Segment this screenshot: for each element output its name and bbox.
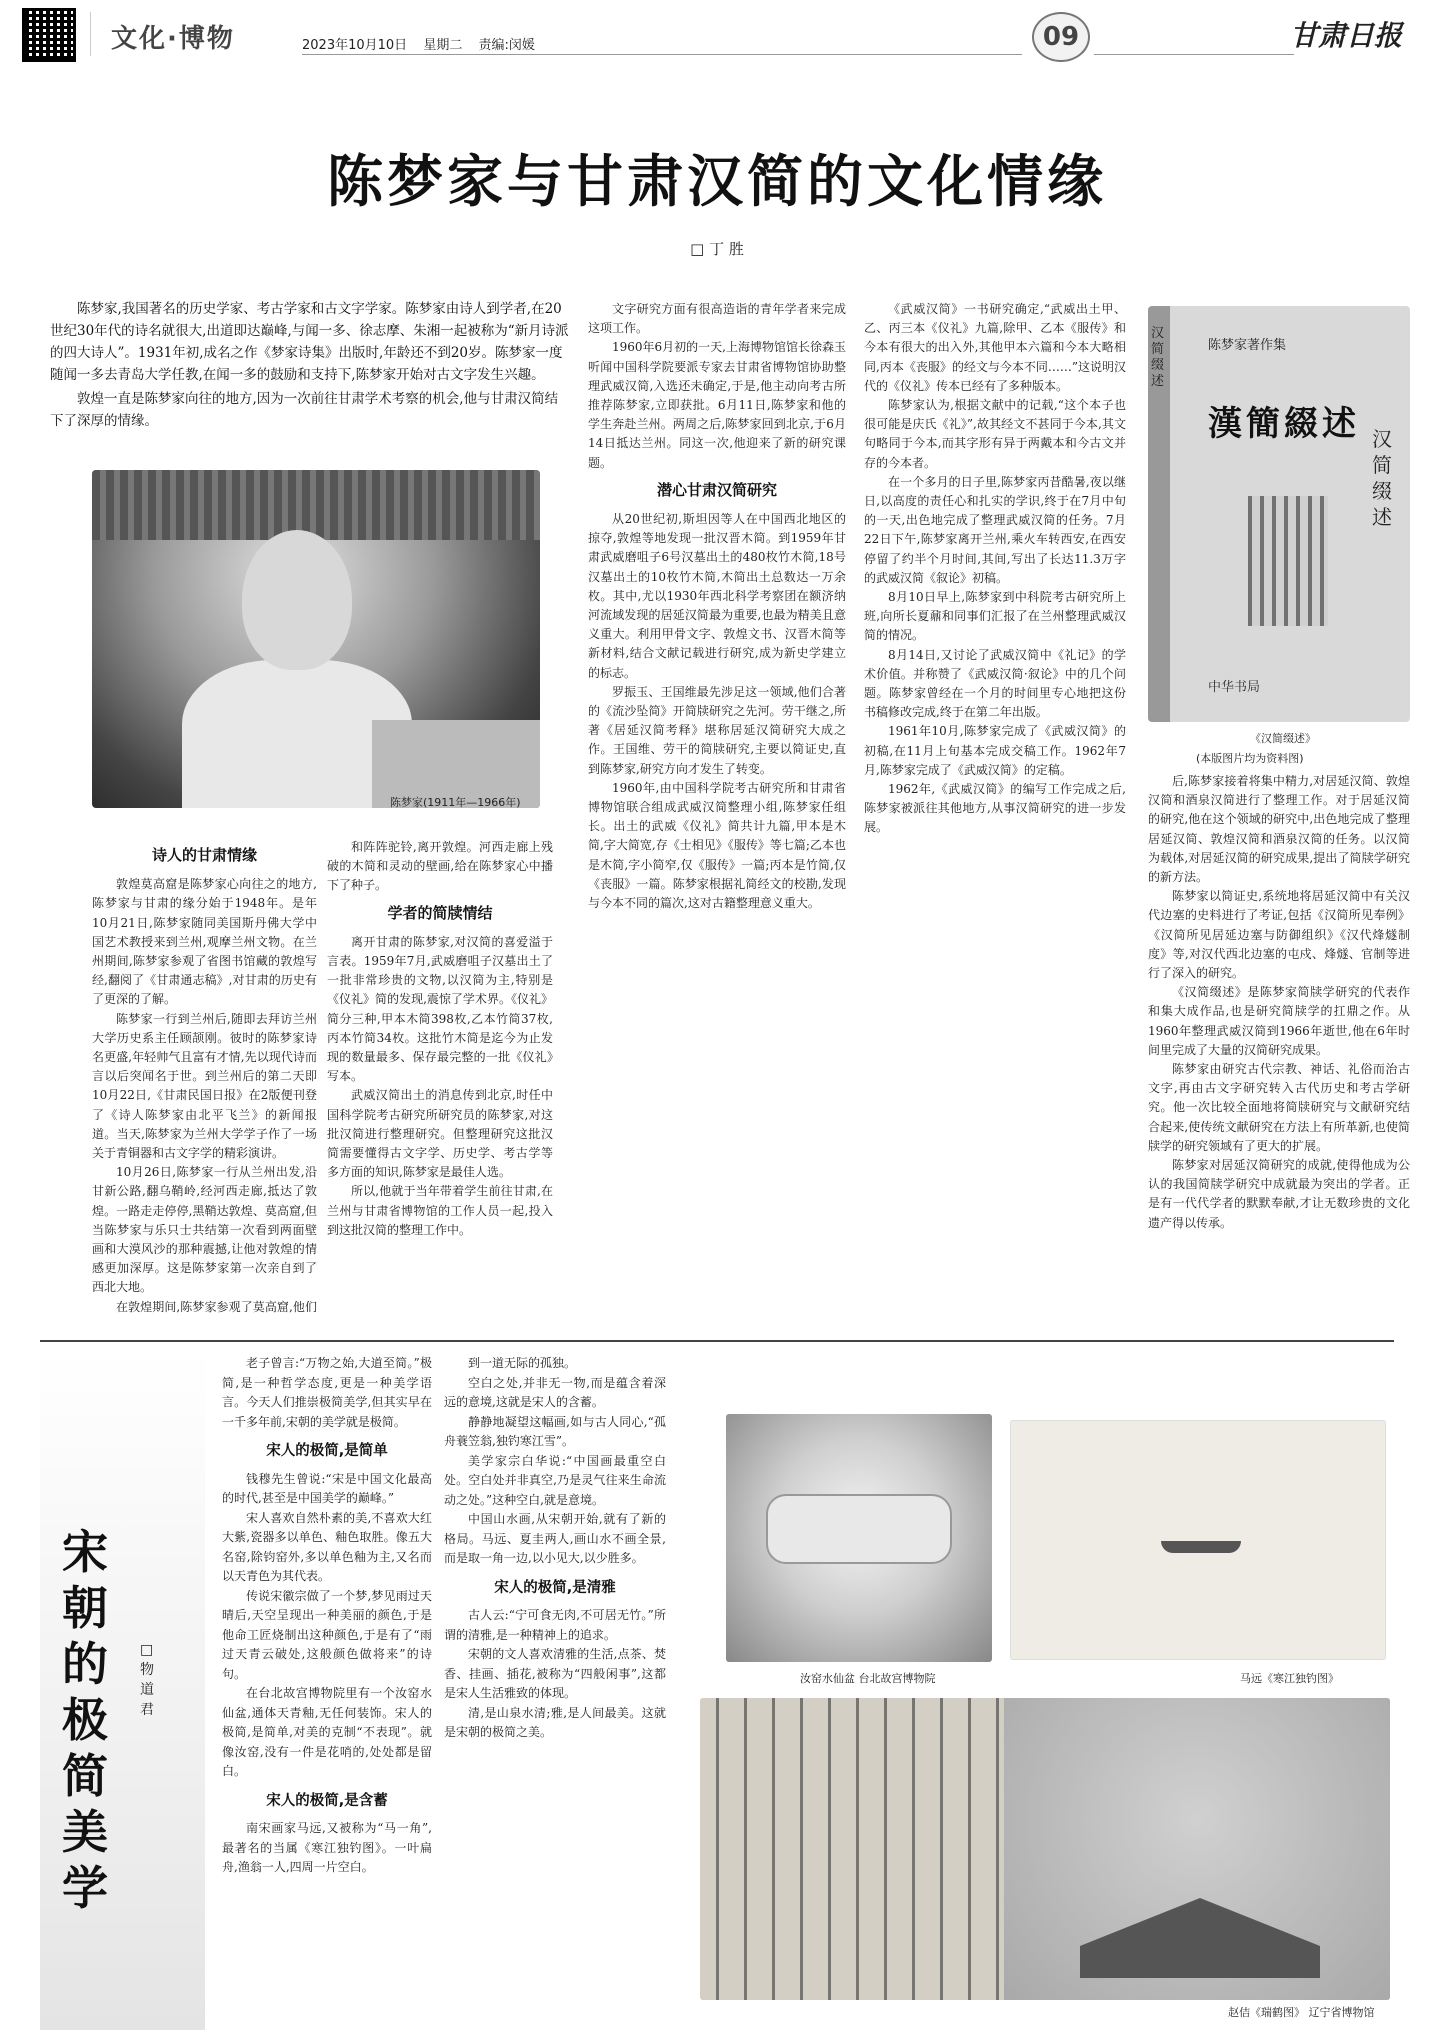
image-source-note: (本版图片均为资料图) [1196, 752, 1304, 765]
paragraph: 美学家宗白华说:“中国画最重空白处。空白处并非真空,乃是灵气往来生命流动之处。”这种空白,就是意境。 [444, 1453, 666, 1507]
basin-caption: 汝窑水仙盆 台北故宫博物院 [800, 1672, 936, 1685]
article-intro [50, 298, 570, 434]
book-title: 漢簡綴述 [1208, 404, 1360, 444]
paragraph: 武威汉简出土的消息传到北京,时任中国科学院考古研究所研究员的陈梦家,对这批汉简进行整理研究。但整理研究这批汉简需要懂得古文字学、历史学、考古学等多方面的知识,陈梦家是最佳人选。 [327, 1088, 553, 1180]
paragraph: 所以,他就于当年带着学生前往甘肃,在兰州与甘肃省博物馆的工作人员一起,投入到这批汉简的整理工作中。 [327, 1184, 553, 1237]
section-heading: 潜心甘肃汉简研究 [656, 480, 777, 499]
paragraph: 南宋画家马远,又被称为“马一角”,最著名的当属《寒江独钓图》。一叶扁舟,渔翁一人,四周一片空白。 [222, 1821, 432, 1874]
paragraph: 老子曾言:“万物之始,大道至简。”极简,是一种哲学态度,更是一种美学语言。今天人们推崇极简美学,但其实早在一千多年前,宋朝的美学就是极简。 [222, 1356, 432, 1429]
paragraph: 在一个多月的日子里,陈梦家丙昔酷暑,夜以继日,以高度的责任心和扎实的学识,终于在7月中旬的一天,出色地完成了整理武威汉简的任务。7月22日下午,陈梦家离开兰州,乘火车转西安,在西安停留了约半个月时间,其间,写出了长达11.3万字的武威汉简《叙论》初稿。 [864, 474, 1126, 585]
paragraph: 陈梦家一行到兰州后,随即去拜访兰州大学历史系主任顾颉刚。彼时的陈梦家诗名更盛,年轻帅气且富有才情,先以现代诗而言以后突闻名于世。到兰州后的第二天即10月22日,《甘肃民国日报》在2版便刊登了《诗人陈梦家由北平飞兰》的新闻报道。当天,陈梦家为兰州大学学子作了一场关于青铜器和古文字学的精彩演讲。 [92, 1011, 317, 1161]
paper-logo: 甘肃日报 [1289, 19, 1402, 52]
masthead [12, 8, 1422, 60]
section-heading: 宋人的极简,是清雅 [494, 1579, 616, 1596]
paragraph: 陈梦家对居延汉简研究的成就,使得他成为公认的我国简牍学研究中成就最为突出的学者。正是有一代代学者的默默奉献,才让无数珍贵的文化遗产得以传承。 [1148, 1158, 1410, 1230]
photo-caption: 陈梦家(1911年—1966年) [390, 796, 521, 809]
section-divider [40, 1340, 1394, 1342]
paragraph: 8月14日,又讨论了武威汉简中《礼记》的学术价值。并称赞了《武威汉简·叙论》中的几个问题。陈梦家曾经在一个月的时间里专心地把这份书稿修改完成,终于在第二年出版。 [864, 647, 1126, 720]
auspicious-cranes-image [700, 1698, 1390, 2000]
issue-meta [302, 34, 547, 53]
book-series: 陈梦家著作集 [1208, 338, 1287, 353]
paragraph: 到一道无际的孤独。 [468, 1356, 577, 1370]
article-column-3 [588, 300, 846, 1320]
basin-shape [766, 1494, 952, 1564]
paragraph: 宋人喜欢自然朴素的美,不喜欢大红大紫,瓷器多以单色、釉色取胜。像五大名窑,除钧窑外,多以单色釉为主,又名而以天青色为其代表。 [222, 1510, 432, 1583]
article2-author: □物道君 [140, 1642, 154, 1718]
paragraph: 8月10日早上,陈梦家到中科院考古研究所上班,向所长夏鼐和同事们汇报了在兰州整理武威汉简的情况。 [864, 590, 1126, 643]
cold-river-fishing-image [1010, 1420, 1386, 1660]
paragraph: 离开甘肃的陈梦家,对汉简的喜爱溢于言表。1959年7月,武威磨咀子汉墓出土了一批非常珍贵的文物,以汉简为主,特别是《仪礼》简的发现,震惊了学术界。《仪礼》简分三种,甲本木简398枚,乙本竹简37枚,丙本竹简34枚。这批竹木简是迄今为止发现的数量最多、保存最完整的一批《仪礼》写本。 [327, 934, 553, 1084]
book-publisher: 中华书局 [1208, 680, 1261, 695]
ru-ware-basin-image [726, 1414, 992, 1662]
paragraph: 中国山水画,从宋朝开始,就有了新的格局。马远、夏圭两人,画山水不画全景,而是取一角一边,以小见大,以少胜多。 [444, 1512, 666, 1565]
paragraph: 和阵阵驼铃,离开敦煌。河西走廊上残破的木简和灵动的壁画,给在陈梦家心中播下了种子。 [327, 840, 553, 893]
book-cover-image [1148, 306, 1410, 722]
portrait-photo [92, 470, 540, 808]
book-caption: 《汉简缀述》 [1250, 732, 1316, 745]
paragraph: 在敦煌期间,陈梦家参观了莫高窟,他们 [116, 1299, 317, 1314]
paragraph: 空白之处,并非无一物,而是蕴含着深远的意境,这就是宋人的含蓄。 [444, 1375, 666, 1409]
article-title: 陈梦家与甘肃汉简的文化情缘 [327, 149, 1107, 215]
issue-editor: 责编:闵媛 [478, 38, 535, 53]
article2-column-1 [222, 1354, 432, 2024]
bamboo-slips-icon [1248, 496, 1328, 626]
paragraph: 在台北故宫博物院里有一个汝窑水仙盆,通体天青釉,无任何装饰。宋人的极简,是简单,对美的克制“不表现”。就像汝窑,没有一件是花哨的,处处都是留白。 [222, 1686, 432, 1778]
section-heading: 诗人的甘肃情缘 [151, 846, 257, 864]
paragraph: 古人云:“宁可食无肉,不可居无竹。”所谓的清雅,是一种精神上的追求。 [444, 1608, 666, 1642]
cranes-caption: 赵佶《瑞鹤图》 辽宁省博物馆 [1228, 2006, 1375, 2019]
photo-figure-face [242, 530, 352, 670]
intro-paragraph: 陈梦家,我国著名的历史学家、考古学家和古文字学家。陈梦家由诗人到学者,在20世纪30年代的诗名就很大,出道即达巅峰,与闻一多、徐志摩、朱湘一起被称为“新月诗派的四大诗人”。1931年初,成名之作《梦家诗集》出版时,年龄还不到20岁。陈梦家一度随闻一多去青岛大学任教,在闻一多的鼓励和支持下,陈梦家开始对古文字发生兴趣。 [50, 301, 569, 383]
article-byline: □ 丁 胜 [690, 240, 744, 258]
masthead-rule-right [1094, 54, 1294, 55]
boat-caption: 马远《寒江独钓图》 [1240, 1672, 1339, 1685]
book-vertical-title: 汉简缀述 [1372, 427, 1392, 529]
section-tab [90, 12, 290, 56]
paragraph: 1960年6月初的一天,上海博物馆馆长徐森玉听闻中国科学院要派专家去甘肃省博物馆协助整理武威汉简,入选还未确定,于是,他主动向考古所推荐陈梦家,立即获批。6月11日,陈梦家和他的学生奔赴兰州。两周之后,陈梦家回到北京,于6月14日抵达兰州。同这一次,他迎来了新的研究课题。 [588, 340, 846, 470]
paragraph: 从20世纪初,斯坦因等人在中国西北地区的掠夺,敦煌等地发现一批汉晋木简。到1959年甘肃武威磨咀子6号汉墓出土的480枚竹木简,18号汉墓出土的10枚竹木简,木简出土总数达一万余枚。其中,尤以1930年西北科学考察团在额济纳河流域发现的居延汉简最为重要,也最为精美且意义重大。利用甲骨文字、敦煌文书、汉晋木简等新材料,结合文献记载进行研究,成为新史学建立的标志。 [588, 512, 846, 680]
article2-title: 宋朝的极简美学 [62, 1525, 108, 1915]
qr-code-icon [22, 8, 76, 62]
paragraph: 敦煌莫高窟是陈梦家心向往之的地方,陈梦家与甘肃的缘分始于1948年。是年10月21日,陈梦家随同美国斯丹佛大学中国艺术教授来到兰州,观摩兰州文物。在兰州期间,陈梦家参观了省图书馆藏的敦煌写经,翻阅了《甘肃通志稿》,对甘肃的历史有了更深的了解。 [92, 877, 317, 1007]
section-heading: 学者的简牍情结 [387, 903, 493, 922]
paragraph: 钱穆先生曾说:“宋是中国文化最高的时代,甚至是中国美学的巅峰。” [222, 1471, 432, 1505]
paragraph: 陈梦家由研究古代宗教、神话、礼俗而治古文字,再由古文字研究转入古代历史和考古学研究。他一次比较全面地将简牍研究与文献研究结合起来,使传统文献研究在方法上有所革新,也使简牍学的研究领域有了更大的扩展。 [1148, 1062, 1410, 1153]
article-column-5 [1148, 772, 1410, 1320]
paragraph: 静静地凝望这幅画,如与古人同心,“孤舟蓑笠翁,独钓寒江雪”。 [444, 1414, 666, 1448]
section-heading: 宋人的极简,是含蓄 [266, 1792, 388, 1809]
paragraph: 传说宋徽宗做了一个梦,梦见雨过天晴后,天空呈现出一种美丽的颜色,于是他命工匠烧制出这种颜色,于是有了“雨过天青云破处,这般颜色做将来”的诗句。 [222, 1588, 432, 1681]
paragraph: 《武威汉简》一书研究确定,“武威出土甲、乙、丙三本《仪礼》九篇,除甲、乙本《服传》和今本有很大的出入外,其他甲本六篇和今本大略相同,丙本《丧服》的经文与今本不同……”这说明汉代的《仪礼》传本已经有了多种版本。 [864, 302, 1126, 393]
paragraph: 1961年10月,陈梦家完成了《武威汉简》的初稿,在11月上旬基本完成交稿工作。1962年7月,陈梦家完成了《武威汉简》的定稿。 [864, 724, 1126, 777]
issue-weekday: 星期二 [423, 38, 463, 53]
intro-paragraph: 敦煌一直是陈梦家向往的地方,因为一次前往甘肃学术考察的机会,他与甘肃汉简结下了深厚的情缘。 [50, 391, 559, 429]
paragraph: 清,是山泉水清;雅,是人间最美。这就是宋朝的极简之美。 [444, 1705, 666, 1739]
paragraph: 罗振玉、王国维最先涉足这一领域,他们合著的《流沙坠简》开简牍研究之先河。劳干继之,所著《居延汉简考释》堪称居延汉简研究大成之作。王国维、劳干的简牍研究,主要以简证史,直到陈梦家,研究方向才发生了转变。 [588, 684, 846, 776]
paragraph: 后,陈梦家接着将集中精力,对居延汉简、敦煌汉简和酒泉汉简进行了整理工作。对于居延汉简的研究,他在这个领域的研究中,出色地完成了整理居延汉简、敦煌汉简和酒泉汉简的任务。以汉简为载体,对居延汉简的研究成果,提出了简牍学研究的新方法。 [1148, 774, 1410, 885]
calligraphy-panel [700, 1698, 1004, 2000]
paragraph: 宋朝的文人喜欢清雅的生活,点茶、焚香、挂画、插花,被称为“四般闲事”,这都是宋人生活雅致的体现。 [444, 1647, 666, 1700]
paragraph: 10月26日,陈梦家一行从兰州出发,沿甘新公路,翻乌鞘岭,经河西走廊,抵达了敦煌。一路走走停停,黑鞘达敦煌、莫高窟,但当陈梦家与乐只士共结第一次看到两面壁画和大漠风沙的那种震撼,让他对敦煌的情感更加深厚。这是陈梦家第一次亲自到了西北大地。 [92, 1165, 317, 1295]
article-column-1 [92, 838, 317, 1318]
section-name: 文化·博物 [111, 24, 235, 54]
photo-bookshelf [92, 470, 540, 540]
paragraph: 文字研究方面有很高造诣的青年学者来完成这项工作。 [588, 302, 846, 336]
page-number: 09 [1032, 12, 1090, 62]
masthead-rule [302, 54, 1022, 55]
issue-date: 2023年10月10日 [302, 38, 408, 53]
boat-shape [1161, 1541, 1241, 1553]
article-column-4 [864, 300, 1126, 1320]
paragraph: 陈梦家以简证史,系统地将居延汉简中有关汉代边塞的史料进行了考证,包括《汉简所见奉例》《汉简所见居延边塞与防御组织》《汉代烽燧制度》等,对汉代西北边塞的屯戍、烽燧、官制等进行了深入的研究。 [1148, 889, 1410, 981]
article2-column-2 [444, 1354, 666, 2024]
article-column-2 [327, 838, 553, 1318]
paragraph: 《汉简缀述》是陈梦家简牍学研究的代表作和集大成作品,也是研究简牍学的扛鼎之作。从1960年整理武威汉简到1966年逝世,他在6年时间里完成了大量的汉简研究成果。 [1148, 985, 1410, 1057]
section-heading: 宋人的极简,是简单 [266, 1443, 388, 1459]
book-spine-title: 汉简缀述 [1151, 326, 1165, 389]
paragraph: 1960年,由中国科学院考古研究所和甘肃省博物馆联合组成武威汉简整理小组,陈梦家任组长。出土的武威《仪礼》简共计九篇,甲本是木简,字大简宽,存《士相见》《服传》等七篇;乙本也是木简,字小简窄,仅《服传》一篇;丙本是竹简,仅《丧服》一篇。陈梦家根据礼简经文的校勘,发现与今本不同的篇次,这对古籍整理意义重大。 [588, 780, 846, 911]
paragraph: 1962年,《武威汉简》的编写工作完成之后,陈梦家被派往其他地方,从事汉简研究的进一步发展。 [864, 782, 1126, 835]
paragraph: 陈梦家认为,根据文献中的记载,“这个本子也很可能是庆氏《礼》”,故其经文不甚同于今本,其文句略同于今本,而其字形有异于两戴本和今古文并存的今本者。 [864, 398, 1126, 470]
